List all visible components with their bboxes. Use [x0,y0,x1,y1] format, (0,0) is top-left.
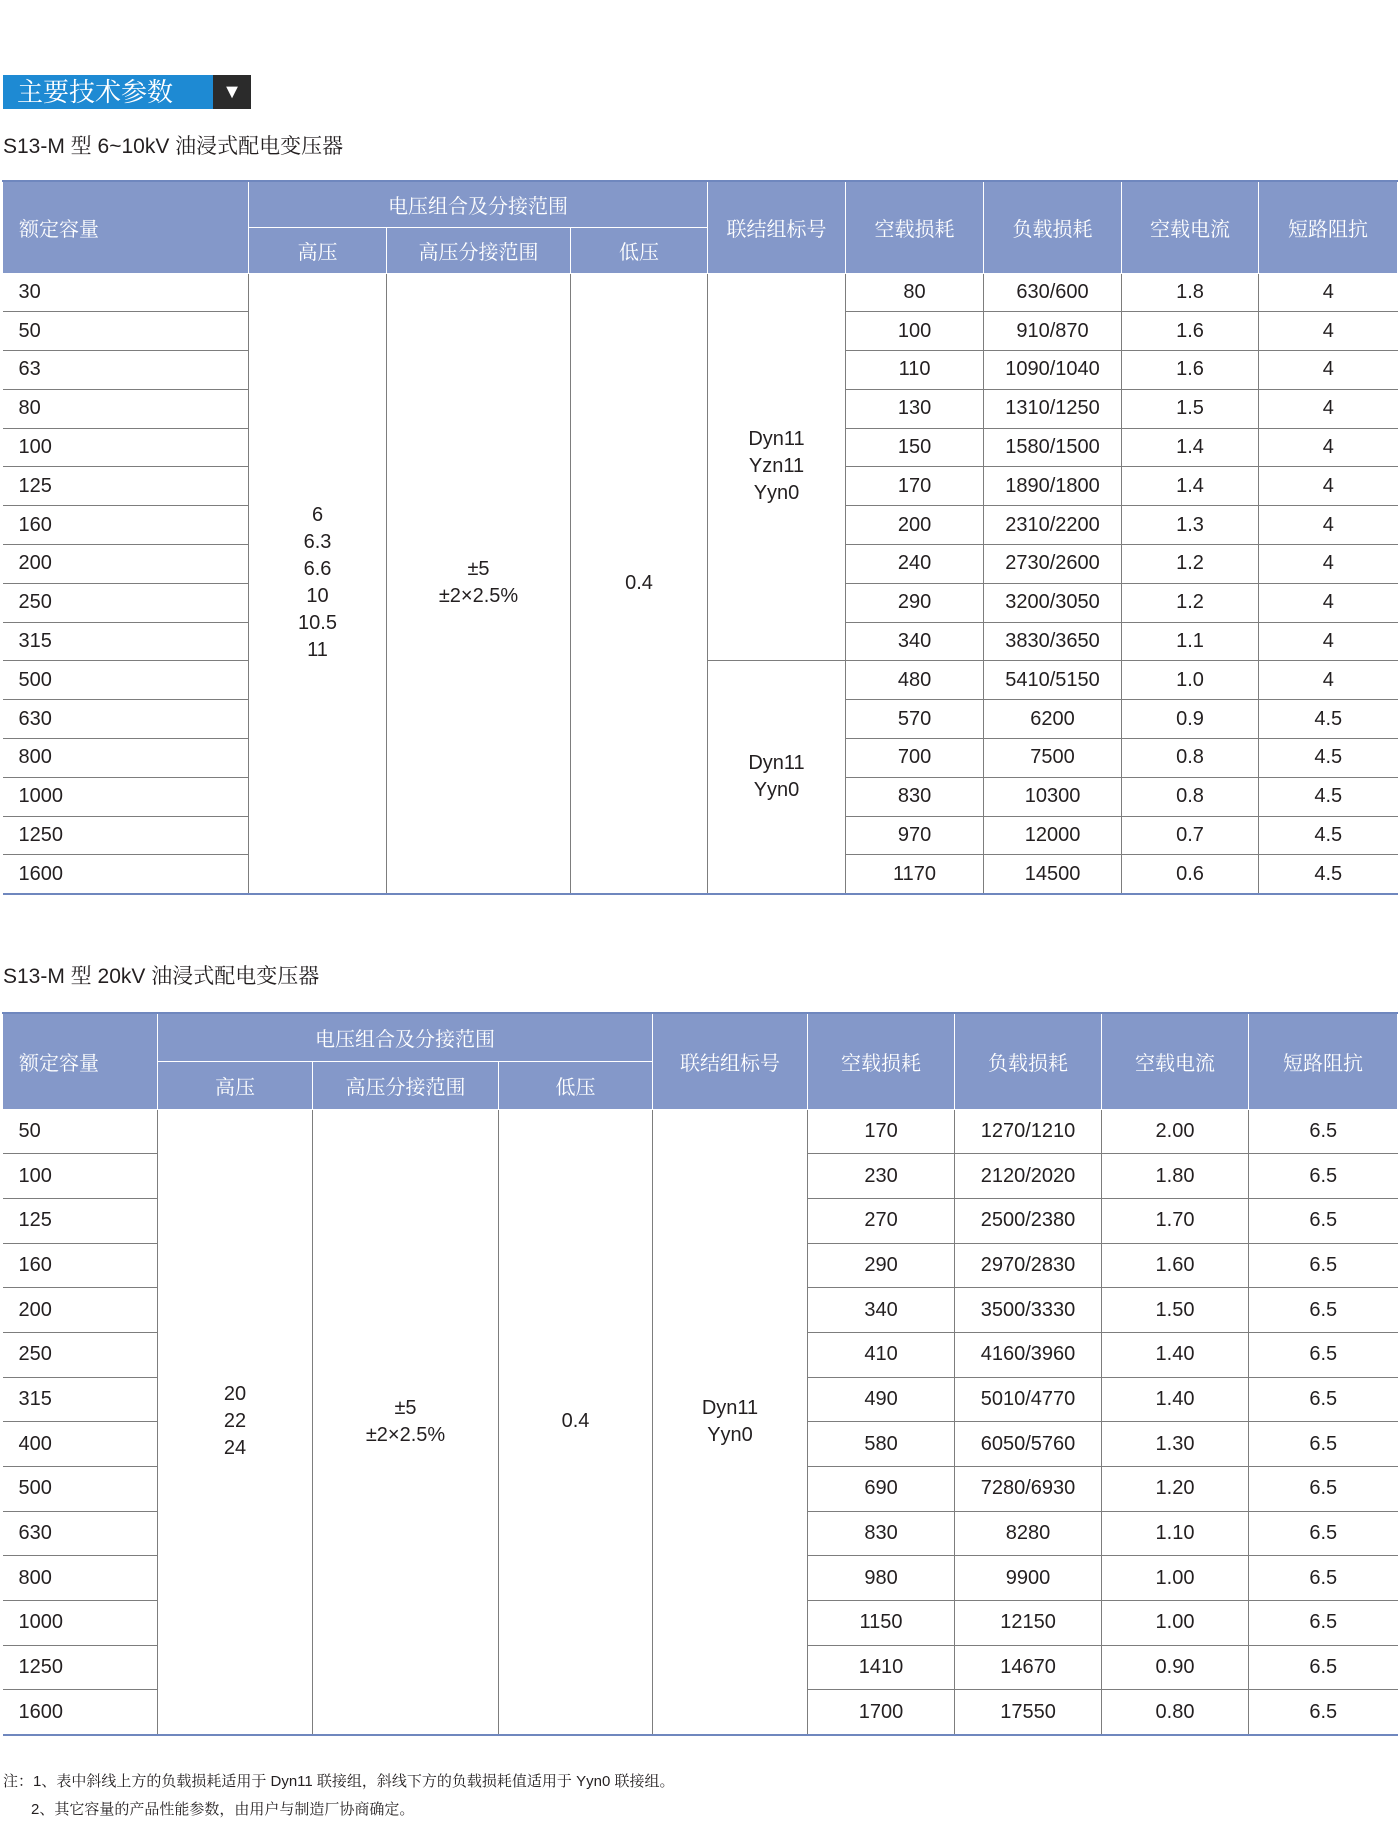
capacity-cell: 630 [3,700,249,739]
vector-group-cell: Dyn11 Yyn0 [708,661,846,894]
table2-title: S13-M 型 20kV 油浸式配电变压器 [3,965,320,988]
load-loss-cell: 17550 [955,1690,1102,1735]
impedance-cell: 6.5 [1249,1288,1398,1333]
impedance-cell: 4 [1259,312,1398,351]
no-load-loss-cell: 170 [808,1109,955,1154]
load-loss-cell: 7280/6930 [955,1467,1102,1512]
capacity-cell: 30 [3,273,249,312]
header-impedance: 短路阻抗 [1259,181,1398,273]
capacity-cell: 630 [3,1511,158,1556]
tap-range-cell: ±5 ±2×2.5% [313,1109,499,1735]
no-load-current-cell: 1.8 [1122,273,1259,312]
no-load-current-cell: 0.9 [1122,700,1259,739]
capacity-cell: 1600 [3,1690,158,1735]
load-loss-cell: 2730/2600 [984,545,1122,584]
no-load-loss-cell: 270 [808,1198,955,1243]
no-load-current-cell: 0.7 [1122,816,1259,855]
no-load-loss-cell: 480 [846,661,984,700]
no-load-current-cell: 1.80 [1102,1154,1249,1199]
no-load-loss-cell: 830 [846,777,984,816]
load-loss-cell: 3500/3330 [955,1288,1102,1333]
impedance-cell: 4.5 [1259,816,1398,855]
no-load-loss-cell: 340 [808,1288,955,1333]
header-tap-range: 高压分接范围 [313,1061,499,1109]
capacity-cell: 200 [3,545,249,584]
no-load-current-cell: 1.5 [1122,389,1259,428]
load-loss-cell: 12000 [984,816,1122,855]
load-loss-cell: 9900 [955,1556,1102,1601]
no-load-current-cell: 1.40 [1102,1332,1249,1377]
impedance-cell: 6.5 [1249,1556,1398,1601]
load-loss-cell: 12150 [955,1601,1102,1646]
capacity-cell: 315 [3,1377,158,1422]
impedance-cell: 6.5 [1249,1422,1398,1467]
no-load-loss-cell: 1410 [808,1645,955,1690]
load-loss-cell: 1310/1250 [984,389,1122,428]
no-load-current-cell: 1.10 [1102,1511,1249,1556]
no-load-loss-cell: 410 [808,1332,955,1377]
no-load-current-cell: 1.0 [1122,661,1259,700]
impedance-cell: 6.5 [1249,1198,1398,1243]
lv-cell: 0.4 [571,273,708,894]
no-load-current-cell: 1.70 [1102,1198,1249,1243]
vector-group-cell: Dyn11 Yyn0 [653,1109,808,1735]
capacity-cell: 400 [3,1422,158,1467]
load-loss-cell: 6050/5760 [955,1422,1102,1467]
load-loss-cell: 1270/1210 [955,1109,1102,1154]
no-load-loss-cell: 1150 [808,1601,955,1646]
load-loss-cell: 3200/3050 [984,583,1122,622]
load-loss-cell: 4160/3960 [955,1332,1102,1377]
no-load-current-cell: 1.2 [1122,583,1259,622]
no-load-loss-cell: 570 [846,700,984,739]
load-loss-cell: 630/600 [984,273,1122,312]
no-load-current-cell: 0.8 [1122,739,1259,778]
impedance-cell: 4.5 [1259,777,1398,816]
impedance-cell: 6.5 [1249,1377,1398,1422]
vector-group-cell: Dyn11 Yzn11 Yyn0 [708,273,846,661]
impedance-cell: 6.5 [1249,1332,1398,1377]
impedance-cell: 4 [1259,428,1398,467]
no-load-loss-cell: 200 [846,506,984,545]
note-1: 注：1、表中斜线上方的负载损耗适用于 Dyn11 联接组，斜线下方的负载损耗值适用于 Yyn0 联接组。 [3,1773,675,1790]
capacity-cell: 50 [3,1109,158,1154]
impedance-cell: 4 [1259,661,1398,700]
no-load-loss-cell: 80 [846,273,984,312]
header-lv: 低压 [499,1061,653,1109]
load-loss-cell: 2970/2830 [955,1243,1102,1288]
capacity-cell: 50 [3,312,249,351]
impedance-cell: 4.5 [1259,700,1398,739]
impedance-cell: 4 [1259,351,1398,390]
impedance-cell: 4 [1259,389,1398,428]
capacity-cell: 250 [3,1332,158,1377]
impedance-cell: 4 [1259,583,1398,622]
capacity-cell: 800 [3,1556,158,1601]
impedance-cell: 4.5 [1259,739,1398,778]
impedance-cell: 6.5 [1249,1154,1398,1199]
no-load-loss-cell: 240 [846,545,984,584]
load-loss-cell: 2120/2020 [955,1154,1102,1199]
no-load-current-cell: 1.4 [1122,428,1259,467]
capacity-cell: 250 [3,583,249,622]
capacity-cell: 125 [3,1198,158,1243]
no-load-loss-cell: 110 [846,351,984,390]
load-loss-cell: 5010/4770 [955,1377,1102,1422]
note-2: 2、其它容量的产品性能参数，由用户与制造厂协商确定。 [31,1801,415,1818]
no-load-current-cell: 1.2 [1122,545,1259,584]
load-loss-cell: 7500 [984,739,1122,778]
header-no-load-loss: 空载损耗 [846,181,984,273]
table1-title: S13-M 型 6~10kV 油浸式配电变压器 [3,135,344,158]
no-load-loss-cell: 340 [846,622,984,661]
load-loss-cell: 8280 [955,1511,1102,1556]
capacity-cell: 125 [3,467,249,506]
table-row [3,273,1398,312]
no-load-current-cell: 1.1 [1122,622,1259,661]
section-title: 主要技术参数 [3,75,213,109]
spec-table-6-10kv [2,180,1398,895]
capacity-cell: 1600 [3,855,249,894]
no-load-current-cell: 0.6 [1122,855,1259,894]
header-hv: 高压 [249,227,387,273]
header-load-loss: 负载损耗 [984,181,1122,273]
section-header [3,75,251,109]
header-vector-group: 联结组标号 [708,181,846,273]
no-load-loss-cell: 290 [808,1243,955,1288]
no-load-loss-cell: 130 [846,389,984,428]
header-voltage-group: 电压组合及分接范围 [249,181,708,227]
no-load-loss-cell: 490 [808,1377,955,1422]
header-voltage-group: 电压组合及分接范围 [158,1013,653,1061]
impedance-cell: 6.5 [1249,1690,1398,1735]
load-loss-cell: 2500/2380 [955,1198,1102,1243]
capacity-cell: 200 [3,1288,158,1333]
impedance-cell: 6.5 [1249,1467,1398,1512]
load-loss-cell: 1580/1500 [984,428,1122,467]
capacity-cell: 1250 [3,1645,158,1690]
no-load-loss-cell: 170 [846,467,984,506]
capacity-cell: 100 [3,1154,158,1199]
load-loss-cell: 14500 [984,855,1122,894]
capacity-cell: 500 [3,1467,158,1512]
no-load-current-cell: 1.6 [1122,351,1259,390]
no-load-loss-cell: 970 [846,816,984,855]
load-loss-cell: 910/870 [984,312,1122,351]
no-load-current-cell: 1.60 [1102,1243,1249,1288]
table-row [3,1109,1398,1154]
header-no-load-current: 空载电流 [1102,1013,1249,1109]
spec-table-20kv [2,1012,1398,1736]
impedance-cell: 6.5 [1249,1601,1398,1646]
no-load-current-cell: 0.90 [1102,1645,1249,1690]
no-load-current-cell: 1.20 [1102,1467,1249,1512]
hv-cell: 20 22 24 [158,1109,313,1735]
impedance-cell: 6.5 [1249,1109,1398,1154]
header-capacity: 额定容量 [3,181,249,273]
no-load-loss-cell: 980 [808,1556,955,1601]
capacity-cell: 800 [3,739,249,778]
load-loss-cell: 1090/1040 [984,351,1122,390]
no-load-loss-cell: 150 [846,428,984,467]
header-no-load-loss: 空载损耗 [808,1013,955,1109]
no-load-current-cell: 1.00 [1102,1601,1249,1646]
no-load-current-cell: 1.3 [1122,506,1259,545]
no-load-current-cell: 1.50 [1102,1288,1249,1333]
header-no-load-current: 空载电流 [1122,181,1259,273]
load-loss-cell: 10300 [984,777,1122,816]
impedance-cell: 4 [1259,467,1398,506]
header-tap-range: 高压分接范围 [387,227,571,273]
impedance-cell: 6.5 [1249,1243,1398,1288]
impedance-cell: 6.5 [1249,1645,1398,1690]
notes [3,1768,674,1824]
load-loss-cell: 1890/1800 [984,467,1122,506]
no-load-loss-cell: 290 [846,583,984,622]
no-load-current-cell: 1.4 [1122,467,1259,506]
no-load-current-cell: 0.8 [1122,777,1259,816]
no-load-current-cell: 1.6 [1122,312,1259,351]
header-impedance: 短路阻抗 [1249,1013,1398,1109]
load-loss-cell: 5410/5150 [984,661,1122,700]
load-loss-cell: 6200 [984,700,1122,739]
load-loss-cell: 2310/2200 [984,506,1122,545]
impedance-cell: 4 [1259,622,1398,661]
header-hv: 高压 [158,1061,313,1109]
no-load-current-cell: 1.00 [1102,1556,1249,1601]
header-lv: 低压 [571,227,708,273]
tap-range-cell: ±5 ±2×2.5% [387,273,571,894]
capacity-cell: 500 [3,661,249,700]
lv-cell: 0.4 [499,1109,653,1735]
no-load-loss-cell: 1700 [808,1690,955,1735]
no-load-loss-cell: 700 [846,739,984,778]
capacity-cell: 160 [3,1243,158,1288]
header-vector-group: 联结组标号 [653,1013,808,1109]
header-capacity: 额定容量 [3,1013,158,1109]
capacity-cell: 1000 [3,777,249,816]
no-load-current-cell: 1.30 [1102,1422,1249,1467]
header-load-loss: 负载损耗 [955,1013,1102,1109]
triangle-down-icon: ▼ [213,75,251,109]
no-load-loss-cell: 1170 [846,855,984,894]
capacity-cell: 160 [3,506,249,545]
impedance-cell: 6.5 [1249,1511,1398,1556]
load-loss-cell: 3830/3650 [984,622,1122,661]
no-load-loss-cell: 580 [808,1422,955,1467]
impedance-cell: 4 [1259,545,1398,584]
capacity-cell: 63 [3,351,249,390]
capacity-cell: 80 [3,389,249,428]
impedance-cell: 4 [1259,273,1398,312]
no-load-loss-cell: 830 [808,1511,955,1556]
load-loss-cell: 14670 [955,1645,1102,1690]
impedance-cell: 4.5 [1259,855,1398,894]
no-load-current-cell: 2.00 [1102,1109,1249,1154]
no-load-current-cell: 1.40 [1102,1377,1249,1422]
no-load-loss-cell: 100 [846,312,984,351]
capacity-cell: 1250 [3,816,249,855]
capacity-cell: 315 [3,622,249,661]
capacity-cell: 1000 [3,1601,158,1646]
capacity-cell: 100 [3,428,249,467]
no-load-loss-cell: 690 [808,1467,955,1512]
hv-cell: 6 6.3 6.6 10 10.5 11 [249,273,387,894]
no-load-current-cell: 0.80 [1102,1690,1249,1735]
no-load-loss-cell: 230 [808,1154,955,1199]
impedance-cell: 4 [1259,506,1398,545]
